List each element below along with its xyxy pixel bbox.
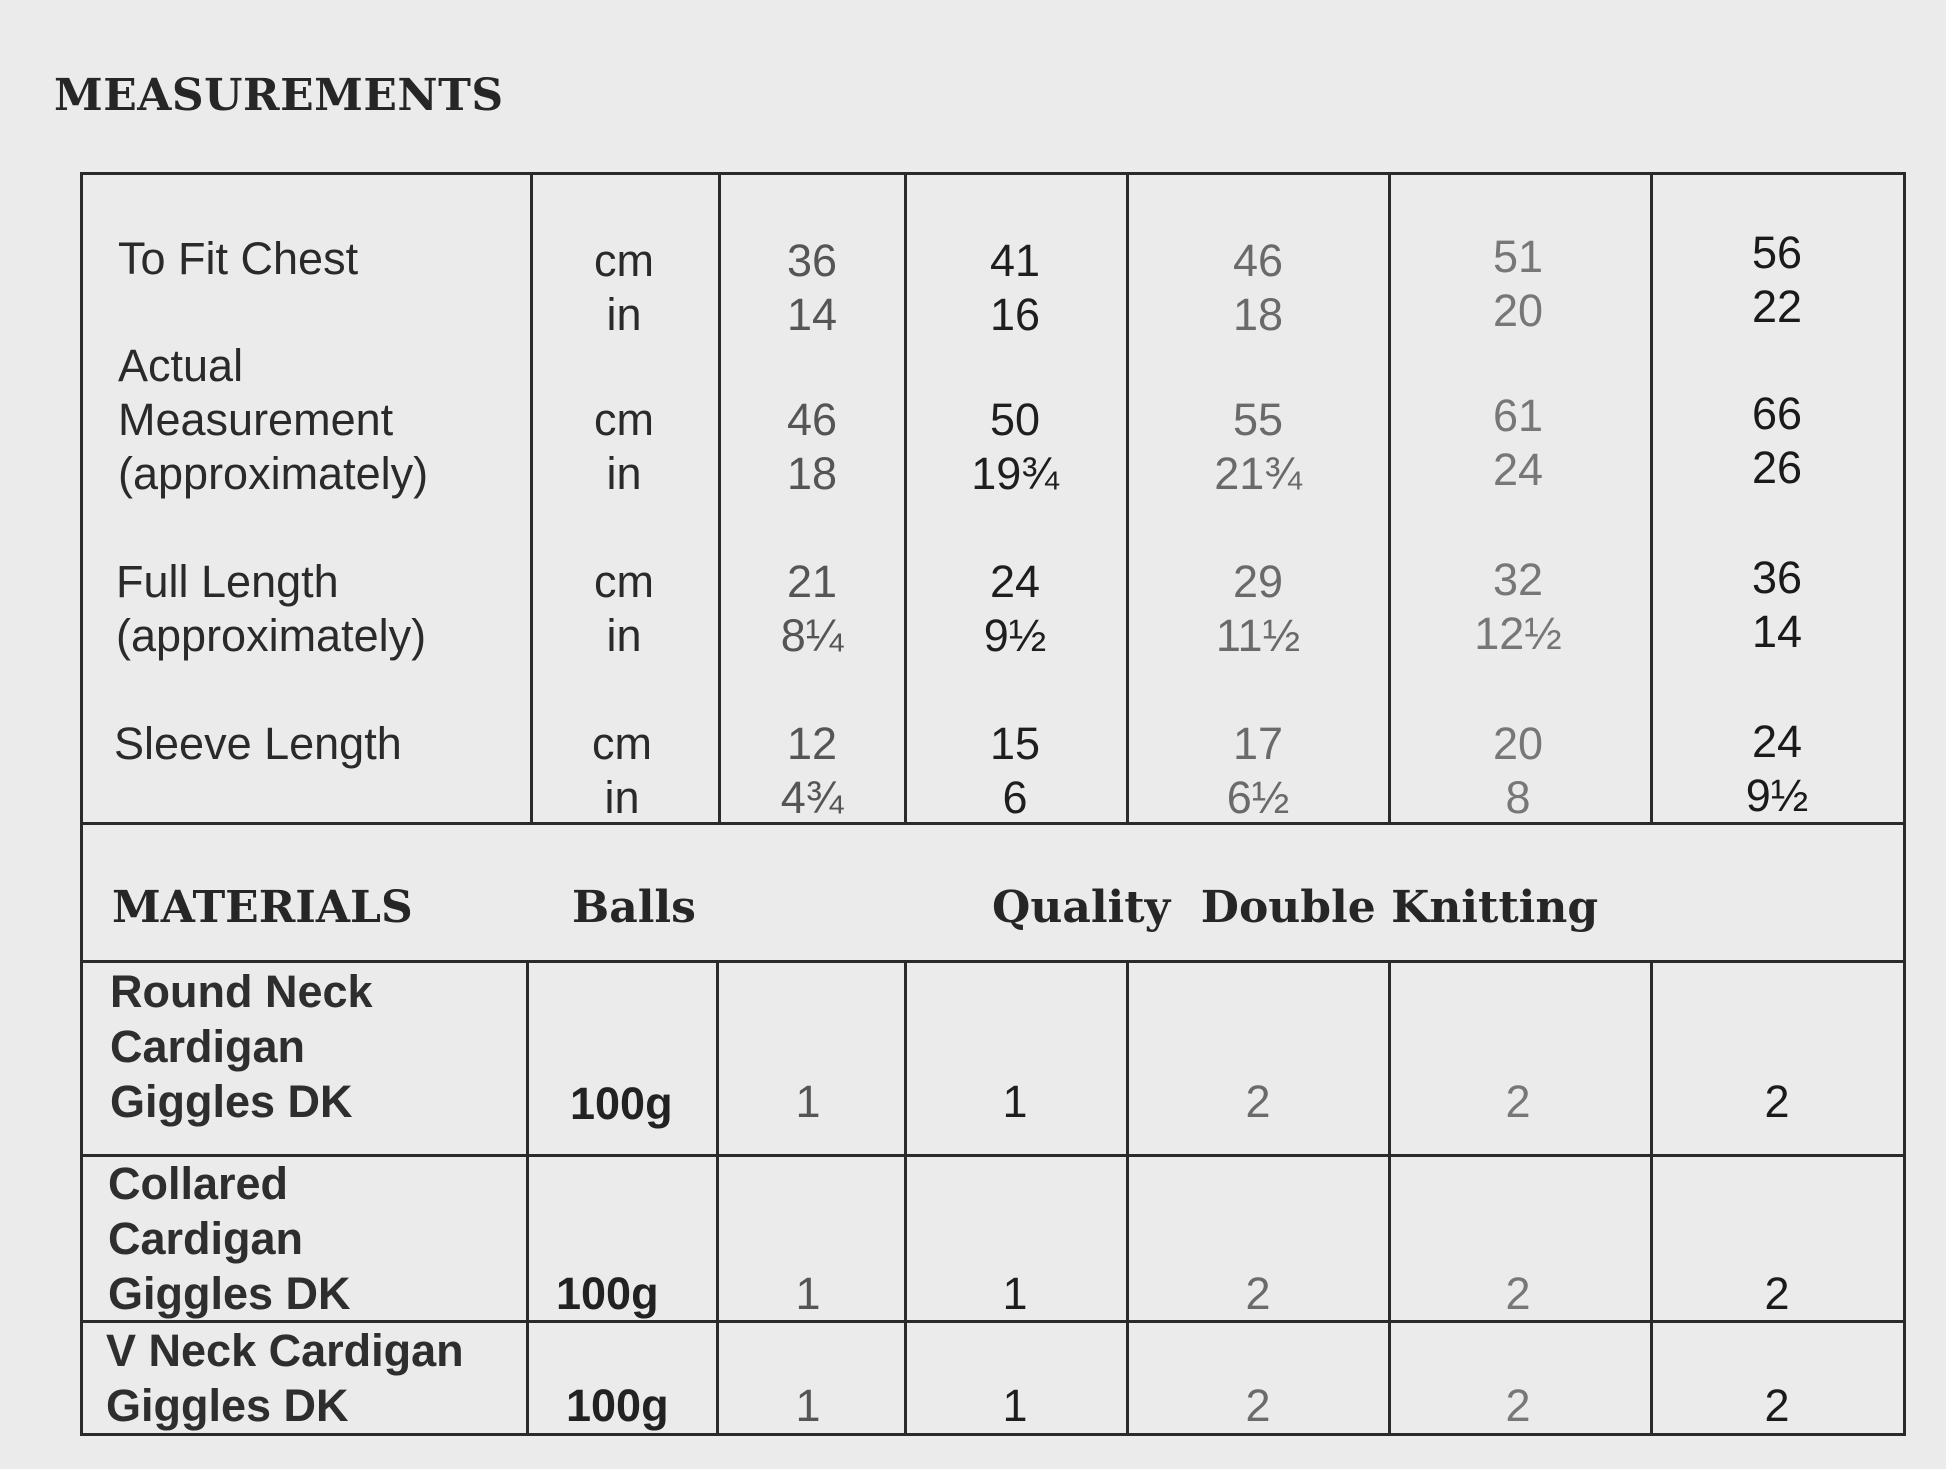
value-cell: 55 xyxy=(1232,394,1284,445)
column-divider-size-4 xyxy=(1650,172,1653,822)
material-label: Giggles DK xyxy=(110,1076,353,1127)
value-cell: 19¾ xyxy=(971,448,1059,499)
value-cell: 46 xyxy=(1232,235,1284,286)
ball-weight: 100g xyxy=(556,1268,659,1319)
value-cell: 32 xyxy=(1492,554,1544,605)
ball-count: 2 xyxy=(1764,1268,1790,1319)
unit-in: in xyxy=(606,610,642,661)
value-cell: 16 xyxy=(989,289,1041,340)
ball-count: 1 xyxy=(1002,1076,1028,1127)
column-divider-unit-lower xyxy=(716,960,719,1436)
row-label: Measurement xyxy=(118,394,394,445)
ball-count: 2 xyxy=(1764,1076,1790,1127)
material-label: Collared xyxy=(108,1158,289,1209)
column-divider-size-1 xyxy=(904,172,907,822)
value-cell: 14 xyxy=(786,289,838,340)
material-label: Giggles DK xyxy=(108,1268,351,1319)
balls-header: Balls xyxy=(572,882,696,933)
value-cell: 9½ xyxy=(1745,770,1809,821)
value-cell: 41 xyxy=(989,235,1041,286)
value-cell: 24 xyxy=(989,556,1041,607)
materials-heading: MATERIALS xyxy=(112,882,413,933)
material-label: Cardigan xyxy=(108,1213,304,1264)
row-label: Actual xyxy=(118,340,244,391)
row-label: (approximately) xyxy=(116,610,427,661)
column-divider-size-2 xyxy=(1126,172,1129,822)
column-divider-unit xyxy=(718,172,721,822)
value-cell: 46 xyxy=(786,394,838,445)
value-cell: 50 xyxy=(989,394,1041,445)
column-divider-size-1-lower xyxy=(904,960,907,1436)
measurements-heading: MEASUREMENTS xyxy=(54,70,504,121)
value-cell: 18 xyxy=(786,448,838,499)
quality-header: Quality Double Knitting xyxy=(992,882,1599,933)
unit-cm: cm xyxy=(594,394,654,445)
ball-weight: 100g xyxy=(566,1380,669,1431)
value-cell: 56 xyxy=(1751,227,1803,278)
ball-count: 2 xyxy=(1245,1380,1271,1431)
material-label: Cardigan xyxy=(110,1021,306,1072)
value-cell: 15 xyxy=(989,718,1041,769)
unit-in: in xyxy=(606,448,642,499)
material-label: Round Neck xyxy=(110,966,373,1017)
value-cell: 4¾ xyxy=(780,772,844,823)
value-cell: 66 xyxy=(1751,388,1803,439)
ball-count: 2 xyxy=(1505,1380,1531,1431)
value-cell: 17 xyxy=(1232,718,1284,769)
value-cell: 6½ xyxy=(1226,772,1290,823)
value-cell: 8¼ xyxy=(780,610,844,661)
value-cell: 8 xyxy=(1505,772,1531,823)
row-label: (approximately) xyxy=(118,448,429,499)
row-label: To Fit Chest xyxy=(118,233,359,284)
value-cell: 24 xyxy=(1492,444,1544,495)
row-label: Full Length xyxy=(116,556,339,607)
unit-in: in xyxy=(606,289,642,340)
column-divider-size-4-lower xyxy=(1650,960,1653,1436)
divider-materials-header xyxy=(80,960,1906,963)
ball-weight: 100g xyxy=(570,1078,673,1129)
unit-cm: cm xyxy=(594,556,654,607)
value-cell: 20 xyxy=(1492,285,1544,336)
row-label: Sleeve Length xyxy=(114,718,402,769)
value-cell: 14 xyxy=(1751,606,1803,657)
value-cell: 21¾ xyxy=(1214,448,1302,499)
value-cell: 11½ xyxy=(1215,610,1301,661)
ball-count: 1 xyxy=(795,1380,821,1431)
unit-cm: cm xyxy=(594,235,654,286)
value-cell: 26 xyxy=(1751,442,1803,493)
value-cell: 9½ xyxy=(983,610,1047,661)
value-cell: 24 xyxy=(1751,716,1803,767)
value-cell: 51 xyxy=(1492,231,1544,282)
value-cell: 36 xyxy=(786,235,838,286)
value-cell: 22 xyxy=(1751,281,1803,332)
material-label: V Neck Cardigan xyxy=(106,1325,464,1376)
ball-count: 2 xyxy=(1505,1268,1531,1319)
ball-count: 1 xyxy=(1002,1268,1028,1319)
column-divider-size-3-lower xyxy=(1388,960,1391,1436)
column-divider-label-lower xyxy=(526,960,529,1436)
value-cell: 12 xyxy=(786,718,838,769)
value-cell: 36 xyxy=(1751,552,1803,603)
material-label: Giggles DK xyxy=(106,1380,349,1431)
column-divider-size-2-lower xyxy=(1126,960,1129,1436)
unit-in: in xyxy=(604,772,640,823)
ball-count: 1 xyxy=(1002,1380,1028,1431)
ball-count: 1 xyxy=(795,1268,821,1319)
value-cell: 29 xyxy=(1232,556,1284,607)
divider-material-row-1 xyxy=(80,1154,1906,1157)
value-cell: 6 xyxy=(1002,772,1028,823)
value-cell: 18 xyxy=(1232,289,1284,340)
ball-count: 2 xyxy=(1245,1268,1271,1319)
value-cell: 12½ xyxy=(1474,608,1562,659)
unit-cm: cm xyxy=(592,718,652,769)
column-divider-size-3 xyxy=(1388,172,1391,822)
value-cell: 20 xyxy=(1492,718,1544,769)
ball-count: 2 xyxy=(1764,1380,1790,1431)
ball-count: 2 xyxy=(1245,1076,1271,1127)
ball-count: 1 xyxy=(795,1076,821,1127)
ball-count: 2 xyxy=(1505,1076,1531,1127)
value-cell: 21 xyxy=(786,556,838,607)
value-cell: 61 xyxy=(1492,390,1544,441)
